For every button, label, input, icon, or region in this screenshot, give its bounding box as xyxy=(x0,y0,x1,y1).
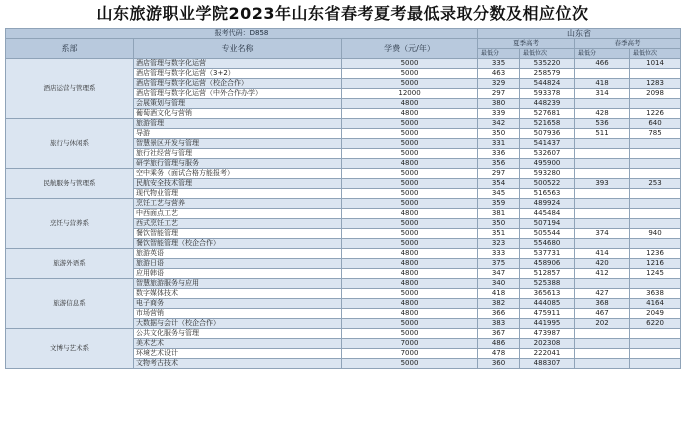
major-header: 专业名称 xyxy=(134,39,342,59)
summer-score-cell: 323 xyxy=(478,239,520,249)
dept-cell: 文博与艺术系 xyxy=(6,329,134,369)
spring-rank-cell xyxy=(630,219,681,229)
spring-rank-cell xyxy=(630,189,681,199)
summer-rank-cell: 505544 xyxy=(520,229,575,239)
table-row xyxy=(6,169,681,179)
spring-score-cell xyxy=(575,149,630,159)
fee-cell: 4800 xyxy=(342,309,478,319)
admission-table xyxy=(5,28,681,369)
major-cell: 数字媒体技术 xyxy=(134,289,342,299)
summer-score-cell: 375 xyxy=(478,259,520,269)
major-cell: 酒店管理与数字化运营 xyxy=(134,59,342,69)
fee-cell: 4800 xyxy=(342,279,478,289)
summer-rank-cell: 475911 xyxy=(520,309,575,319)
spring-score-cell xyxy=(575,199,630,209)
summer-score-cell: 350 xyxy=(478,129,520,139)
summer-rank-cell: 554680 xyxy=(520,239,575,249)
summer-score-cell: 486 xyxy=(478,339,520,349)
fee-cell: 4800 xyxy=(342,99,478,109)
dept-cell: 民航服务与管理系 xyxy=(6,169,134,199)
major-cell: 餐饮智能管理 xyxy=(134,229,342,239)
spring-rank-cell xyxy=(630,339,681,349)
major-cell: 葡萄酒文化与营销 xyxy=(134,109,342,119)
summer-score-cell: 366 xyxy=(478,309,520,319)
fee-cell: 5000 xyxy=(342,69,478,79)
major-cell: 智慧景区开发与管理 xyxy=(134,139,342,149)
summer-rank-cell: 441995 xyxy=(520,319,575,329)
fee-cell: 5000 xyxy=(342,219,478,229)
major-cell: 民航安全技术管理 xyxy=(134,179,342,189)
summer-rank-cell: 448239 xyxy=(520,99,575,109)
spring-rank-cell xyxy=(630,199,681,209)
spring-rank-cell: 1245 xyxy=(630,269,681,279)
summer-score-cell: 347 xyxy=(478,269,520,279)
table-body xyxy=(6,59,681,369)
fee-cell: 4800 xyxy=(342,299,478,309)
spring-rank-cell xyxy=(630,239,681,249)
spring-score-cell xyxy=(575,169,630,179)
spring-exam-header: 春季高考 xyxy=(575,39,681,49)
major-cell: 旅游日语 xyxy=(134,259,342,269)
summer-score-cell: 381 xyxy=(478,209,520,219)
spring-score-cell xyxy=(575,189,630,199)
major-cell: 旅游管理 xyxy=(134,119,342,129)
fee-cell: 5000 xyxy=(342,199,478,209)
spring-score-cell xyxy=(575,69,630,79)
fee-cell: 4800 xyxy=(342,159,478,169)
dept-cell: 旅游信息系 xyxy=(6,279,134,329)
summer-rank-cell: 516563 xyxy=(520,189,575,199)
summer-score-cell: 297 xyxy=(478,89,520,99)
spring-score-cell: 536 xyxy=(575,119,630,129)
fee-cell: 4800 xyxy=(342,109,478,119)
major-cell: 西式烹饪工艺 xyxy=(134,219,342,229)
major-cell: 公共文化服务与管理 xyxy=(134,329,342,339)
major-cell: 酒店管理与数字化运营（中外合作办学） xyxy=(134,89,342,99)
summer-score-cell: 380 xyxy=(478,99,520,109)
spring-rank-cell: 1283 xyxy=(630,79,681,89)
spring-rank-cell: 1236 xyxy=(630,249,681,259)
summer-score-cell: 382 xyxy=(478,299,520,309)
summer-score-cell: 383 xyxy=(478,319,520,329)
spring-rank-cell xyxy=(630,149,681,159)
fee-cell: 4800 xyxy=(342,209,478,219)
table-row xyxy=(6,199,681,209)
spring-min-score-header: 最低分 xyxy=(575,49,630,59)
spring-score-cell: 467 xyxy=(575,309,630,319)
spring-score-cell xyxy=(575,339,630,349)
spring-score-cell xyxy=(575,349,630,359)
spring-score-cell: 374 xyxy=(575,229,630,239)
summer-rank-cell: 521658 xyxy=(520,119,575,129)
spring-rank-cell xyxy=(630,209,681,219)
spring-score-cell: 418 xyxy=(575,79,630,89)
major-cell: 餐饮智能管理（校企合作） xyxy=(134,239,342,249)
summer-score-cell: 360 xyxy=(478,359,520,369)
fee-cell: 5000 xyxy=(342,59,478,69)
spring-score-cell xyxy=(575,329,630,339)
fee-cell: 5000 xyxy=(342,79,478,89)
summer-rank-cell: 525388 xyxy=(520,279,575,289)
table-row xyxy=(6,279,681,289)
summer-score-cell: 329 xyxy=(478,79,520,89)
major-cell: 会展策划与管理 xyxy=(134,99,342,109)
spring-score-cell: 427 xyxy=(575,289,630,299)
summer-score-cell: 367 xyxy=(478,329,520,339)
summer-rank-cell: 222041 xyxy=(520,349,575,359)
major-cell: 文物考古技术 xyxy=(134,359,342,369)
fee-cell: 5000 xyxy=(342,119,478,129)
spring-score-cell: 414 xyxy=(575,249,630,259)
summer-rank-cell: 445484 xyxy=(520,209,575,219)
major-cell: 应用韩语 xyxy=(134,269,342,279)
page-title: 山东旅游职业学院2023年山东省春考夏考最低录取分数及相应位次 xyxy=(96,4,589,23)
spring-rank-cell: 640 xyxy=(630,119,681,129)
major-cell: 导游 xyxy=(134,129,342,139)
spring-score-cell xyxy=(575,139,630,149)
summer-rank-cell: 535220 xyxy=(520,59,575,69)
spring-score-cell xyxy=(575,99,630,109)
major-cell: 旅行社经营与管理 xyxy=(134,149,342,159)
spring-rank-cell: 785 xyxy=(630,129,681,139)
summer-min-score-header: 最低分 xyxy=(478,49,520,59)
spring-score-cell: 393 xyxy=(575,179,630,189)
summer-min-rank-header: 最低位次 xyxy=(520,49,575,59)
spring-rank-cell xyxy=(630,279,681,289)
summer-rank-cell: 541437 xyxy=(520,139,575,149)
summer-rank-cell: 489924 xyxy=(520,199,575,209)
spring-rank-cell: 4164 xyxy=(630,299,681,309)
fee-cell: 5000 xyxy=(342,129,478,139)
spring-rank-cell xyxy=(630,99,681,109)
summer-rank-cell: 444085 xyxy=(520,299,575,309)
dept-cell: 旅游外语系 xyxy=(6,249,134,279)
spring-score-cell: 314 xyxy=(575,89,630,99)
summer-score-cell: 333 xyxy=(478,249,520,259)
fee-cell: 7000 xyxy=(342,349,478,359)
spring-rank-cell: 2098 xyxy=(630,89,681,99)
summer-rank-cell: 512857 xyxy=(520,269,575,279)
spring-rank-cell xyxy=(630,139,681,149)
summer-rank-cell: 507936 xyxy=(520,129,575,139)
spring-rank-cell: 2049 xyxy=(630,309,681,319)
summer-rank-cell: 495900 xyxy=(520,159,575,169)
spring-score-cell xyxy=(575,219,630,229)
fee-cell: 5000 xyxy=(342,239,478,249)
major-cell: 市场营销 xyxy=(134,309,342,319)
fee-cell: 5000 xyxy=(342,179,478,189)
fee-cell: 4800 xyxy=(342,259,478,269)
summer-rank-cell: 500522 xyxy=(520,179,575,189)
table-row xyxy=(6,249,681,259)
spring-rank-cell xyxy=(630,359,681,369)
fee-cell: 5000 xyxy=(342,329,478,339)
summer-score-cell: 331 xyxy=(478,139,520,149)
summer-score-cell: 339 xyxy=(478,109,520,119)
summer-rank-cell: 507194 xyxy=(520,219,575,229)
spring-score-cell: 202 xyxy=(575,319,630,329)
spring-rank-cell: 1014 xyxy=(630,59,681,69)
major-cell: 大数据与会计（校企合作） xyxy=(134,319,342,329)
exam-code-label: 报考代码：D858 xyxy=(6,29,478,39)
fee-cell: 5000 xyxy=(342,169,478,179)
summer-score-cell: 356 xyxy=(478,159,520,169)
spring-rank-cell: 1216 xyxy=(630,259,681,269)
spring-score-cell: 428 xyxy=(575,109,630,119)
summer-rank-cell: 532607 xyxy=(520,149,575,159)
summer-score-cell: 340 xyxy=(478,279,520,289)
dept-header: 系部 xyxy=(6,39,134,59)
major-cell: 烹饪工艺与营养 xyxy=(134,199,342,209)
fee-cell: 5000 xyxy=(342,229,478,239)
spring-rank-cell: 6220 xyxy=(630,319,681,329)
summer-score-cell: 345 xyxy=(478,189,520,199)
spring-rank-cell xyxy=(630,329,681,339)
spring-score-cell: 420 xyxy=(575,259,630,269)
summer-score-cell: 418 xyxy=(478,289,520,299)
summer-rank-cell: 365613 xyxy=(520,289,575,299)
summer-score-cell: 350 xyxy=(478,219,520,229)
summer-rank-cell: 458906 xyxy=(520,259,575,269)
summer-score-cell: 354 xyxy=(478,179,520,189)
dept-cell: 旅行与休闲系 xyxy=(6,119,134,169)
fee-cell: 7000 xyxy=(342,339,478,349)
spring-score-cell: 466 xyxy=(575,59,630,69)
province-header: 山东省 xyxy=(478,29,681,39)
major-cell: 酒店管理与数字化运营（3+2） xyxy=(134,69,342,79)
summer-score-cell: 297 xyxy=(478,169,520,179)
spring-score-cell xyxy=(575,279,630,289)
major-cell: 旅游英语 xyxy=(134,249,342,259)
spring-rank-cell: 3638 xyxy=(630,289,681,299)
spring-min-rank-header: 最低位次 xyxy=(630,49,681,59)
major-cell: 智慧旅游服务与应用 xyxy=(134,279,342,289)
major-cell: 空中乘务（面试合格方能报考） xyxy=(134,169,342,179)
fee-cell: 5000 xyxy=(342,359,478,369)
summer-score-cell: 351 xyxy=(478,229,520,239)
spring-score-cell xyxy=(575,239,630,249)
summer-rank-cell: 593378 xyxy=(520,89,575,99)
table-row xyxy=(6,329,681,339)
summer-score-cell: 335 xyxy=(478,59,520,69)
spring-rank-cell xyxy=(630,349,681,359)
fee-header: 学费（元/年） xyxy=(342,39,478,59)
fee-cell: 5000 xyxy=(342,319,478,329)
summer-rank-cell: 544824 xyxy=(520,79,575,89)
table-row xyxy=(6,119,681,129)
spring-rank-cell xyxy=(630,69,681,79)
spring-score-cell: 412 xyxy=(575,269,630,279)
summer-score-cell: 463 xyxy=(478,69,520,79)
summer-rank-cell: 258579 xyxy=(520,69,575,79)
summer-rank-cell: 593280 xyxy=(520,169,575,179)
fee-cell: 4800 xyxy=(342,269,478,279)
major-cell: 电子商务 xyxy=(134,299,342,309)
summer-score-cell: 336 xyxy=(478,149,520,159)
spring-rank-cell xyxy=(630,159,681,169)
summer-rank-cell: 473987 xyxy=(520,329,575,339)
fee-cell: 12000 xyxy=(342,89,478,99)
spring-rank-cell xyxy=(630,169,681,179)
summer-rank-cell: 202308 xyxy=(520,339,575,349)
fee-cell: 5000 xyxy=(342,149,478,159)
major-cell: 现代物业管理 xyxy=(134,189,342,199)
summer-rank-cell: 537731 xyxy=(520,249,575,259)
spring-rank-cell: 253 xyxy=(630,179,681,189)
major-cell: 中西面点工艺 xyxy=(134,209,342,219)
major-cell: 酒店管理与数字化运营（校企合作） xyxy=(134,79,342,89)
fee-cell: 5000 xyxy=(342,139,478,149)
summer-exam-header: 夏季高考 xyxy=(478,39,575,49)
major-cell: 环境艺术设计 xyxy=(134,349,342,359)
summer-rank-cell: 527681 xyxy=(520,109,575,119)
dept-cell: 烹饪与营养系 xyxy=(6,199,134,249)
summer-score-cell: 359 xyxy=(478,199,520,209)
summer-score-cell: 342 xyxy=(478,119,520,129)
summer-score-cell: 478 xyxy=(478,349,520,359)
spring-score-cell: 511 xyxy=(575,129,630,139)
spring-score-cell: 368 xyxy=(575,299,630,309)
major-cell: 美术艺术 xyxy=(134,339,342,349)
spring-rank-cell: 1226 xyxy=(630,109,681,119)
spring-rank-cell: 940 xyxy=(630,229,681,239)
major-cell: 研学旅行管理与服务 xyxy=(134,159,342,169)
fee-cell: 5000 xyxy=(342,189,478,199)
fee-cell: 4800 xyxy=(342,249,478,259)
spring-score-cell xyxy=(575,359,630,369)
spring-score-cell xyxy=(575,159,630,169)
table-row xyxy=(6,59,681,69)
spring-score-cell xyxy=(575,209,630,219)
dept-cell: 酒店运营与管理系 xyxy=(6,59,134,119)
summer-rank-cell: 488307 xyxy=(520,359,575,369)
fee-cell: 5000 xyxy=(342,289,478,299)
